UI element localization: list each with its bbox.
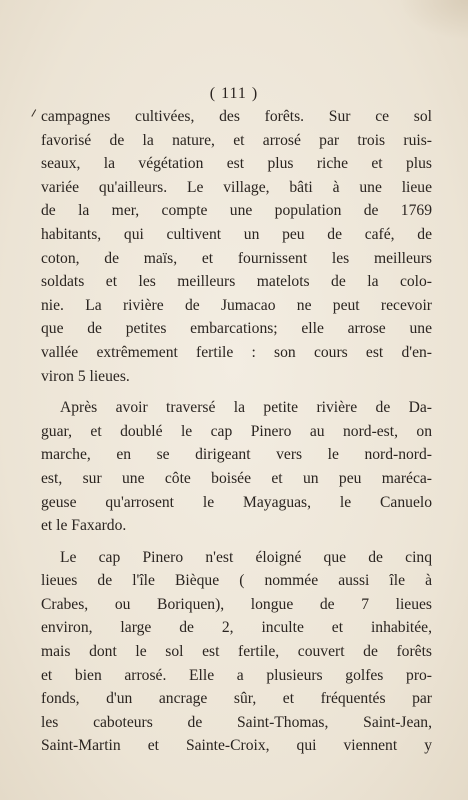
page-number: ( 111 ) bbox=[209, 85, 259, 102]
text-line: Le cap Pinero n'est éloigné que de cinq bbox=[60, 548, 432, 566]
text-line: favorisé de la nature, et arrosé par trois ruis- bbox=[41, 131, 432, 149]
text-line: campagnes cultivées, des forêts. Sur ce sol bbox=[41, 108, 432, 125]
paragraph bbox=[41, 396, 432, 538]
body-text bbox=[41, 105, 432, 758]
text-line: est, sur une côte boisée et un peu maréca- bbox=[41, 469, 432, 487]
text-line: Après avoir traversé la petite rivière de Da- bbox=[60, 399, 432, 417]
text-line: viron 5 lieues. bbox=[41, 367, 130, 385]
text-line: Saint-Martin et Sainte-Croix, qui viennent y bbox=[41, 737, 432, 755]
text-line: de la mer, compte une population de 1769 bbox=[41, 202, 432, 220]
text-line: geuse qu'arrosent le Mayaguas, le Canuelo bbox=[41, 493, 432, 511]
text-line: lieues de l'île Bièque ( nommée aussi île à bbox=[41, 572, 432, 590]
text-line: et bien arrosé. Elle a plusieurs golfes pro- bbox=[41, 666, 432, 684]
text-line: seaux, la végétation est plus riche et plus bbox=[41, 155, 432, 173]
text-line: habitants, qui cultivent un peu de café, de bbox=[41, 225, 432, 243]
text-line: vallée extrêmement fertile : son cours est d'en- bbox=[41, 343, 432, 361]
text-line: soldats et les meilleurs matelots de la colo- bbox=[41, 273, 432, 291]
text-line: marche, en se dirigeant vers le nord-nord- bbox=[41, 446, 432, 464]
text-line: environ, large de 2, inculte et inhabitée, bbox=[41, 619, 432, 637]
text-line: nie. La rivière de Jumacao ne peut recevoir bbox=[41, 296, 432, 314]
paragraph bbox=[41, 546, 432, 758]
text-line: mais dont le sol est fertile, couvert de forêts bbox=[41, 643, 432, 661]
text-line: et le Faxardo. bbox=[41, 517, 127, 535]
margin-mark bbox=[31, 109, 39, 118]
text-line: variée qu'ailleurs. Le village, bâti à une lieue bbox=[41, 178, 432, 196]
text-line: que de petites embarcations; elle arrose une bbox=[41, 320, 432, 338]
paper-stain bbox=[398, 0, 468, 40]
paragraph bbox=[41, 105, 432, 388]
text-line: fonds, d'un ancrage sûr, et fréquentés par bbox=[41, 690, 432, 708]
text-line: Crabes, ou Boriquen), longue de 7 lieues bbox=[41, 595, 432, 613]
text-line: guar, et doublé le cap Pinero au nord-est, on bbox=[41, 422, 432, 440]
text-line: coton, de maïs, et fournissent les meilleurs bbox=[41, 249, 432, 267]
text-line: les caboteurs de Saint-Thomas, Saint-Jean, bbox=[41, 713, 432, 731]
